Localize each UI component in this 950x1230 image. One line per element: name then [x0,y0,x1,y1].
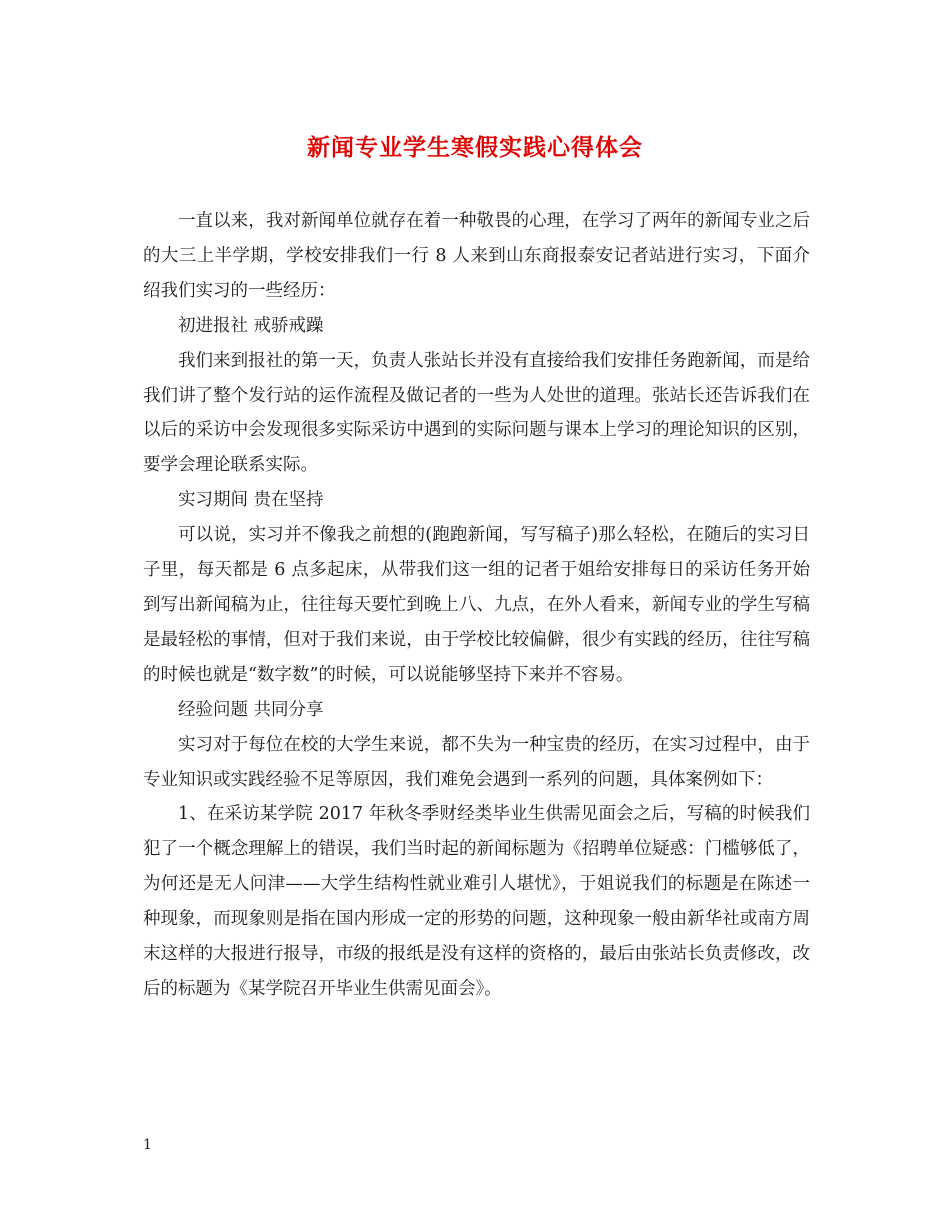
section-heading-2: 实习期间 贵在坚持 [178,490,324,511]
page-number: 1 [143,1137,152,1153]
paragraph-intro: 一直以来，我对新闻单位就存在着一种敬畏的心理，在学习了两年的新闻专业之后的大三上半学期，学校安排我们一行 8 人来到山东商报泰安记者站进行实习，下面介绍我们实习的一些经历： [143,211,810,301]
document-body [143,204,810,1007]
section-heading-3: 经验问题 共同分享 [178,699,324,720]
document-title: 新闻专业学生寒假实践心得体会 [307,134,643,161]
paragraph-case-1: 1、在采访某学院 2017 年秋冬季财经类毕业生供需见面会之后，写稿的时候我们犯了一个概念理解上的错误，我们当时起的新闻标题为《招聘单位疑惑：门槛够低了，为何还是无人问津——大学生结构性就业难引人堪忧》，于姐说我们的标题是在陈述一种现象，而现象则是指在国内形成一定的形势的问题，这种现象一般由新华社或南方周末这样的大报进行报导，市级的报纸是没有这样的资格的，最后由张站长负责修改，改后的标题为《某学院召开毕业生供需见面会》。 [143,804,810,999]
section-heading-1: 初进报社 戒骄戒躁 [178,315,324,336]
paragraph-first-day: 我们来到报社的第一天，负责人张站长并没有直接给我们安排任务跑新闻，而是给我们讲了整个发行站的运作流程及做记者的一些为人处世的道理。张站长还告诉我们在以后的采访中会发现很多实际采访中遇到的实际问题与课本上学习的理论知识的区别，要学会理论联系实际。 [143,350,810,476]
paragraph-persistence: 可以说，实习并不像我之前想的(跑跑新闻，写写稿子)那么轻松，在随后的实习日子里，每天都是 6 点多起床，从带我们这一组的记者于姐给安排每日的采访任务开始到写出新闻稿为止，往往每天要忙到晚上八、九点，在外人看来，新闻专业的学生写稿是最轻松的事情，但对于我们来说，由于学校比较偏僻，很少有实践的经历，往往写稿的时候也就是“数字数”的时候，可以说能够坚持下来并不容易。 [143,525,810,685]
paragraph-experience: 实习对于每位在校的大学生来说，都不失为一种宝贵的经历，在实习过程中，由于专业知识或实践经验不足等原因，我们难免会遇到一系列的问题，具体案例如下： [143,734,810,790]
